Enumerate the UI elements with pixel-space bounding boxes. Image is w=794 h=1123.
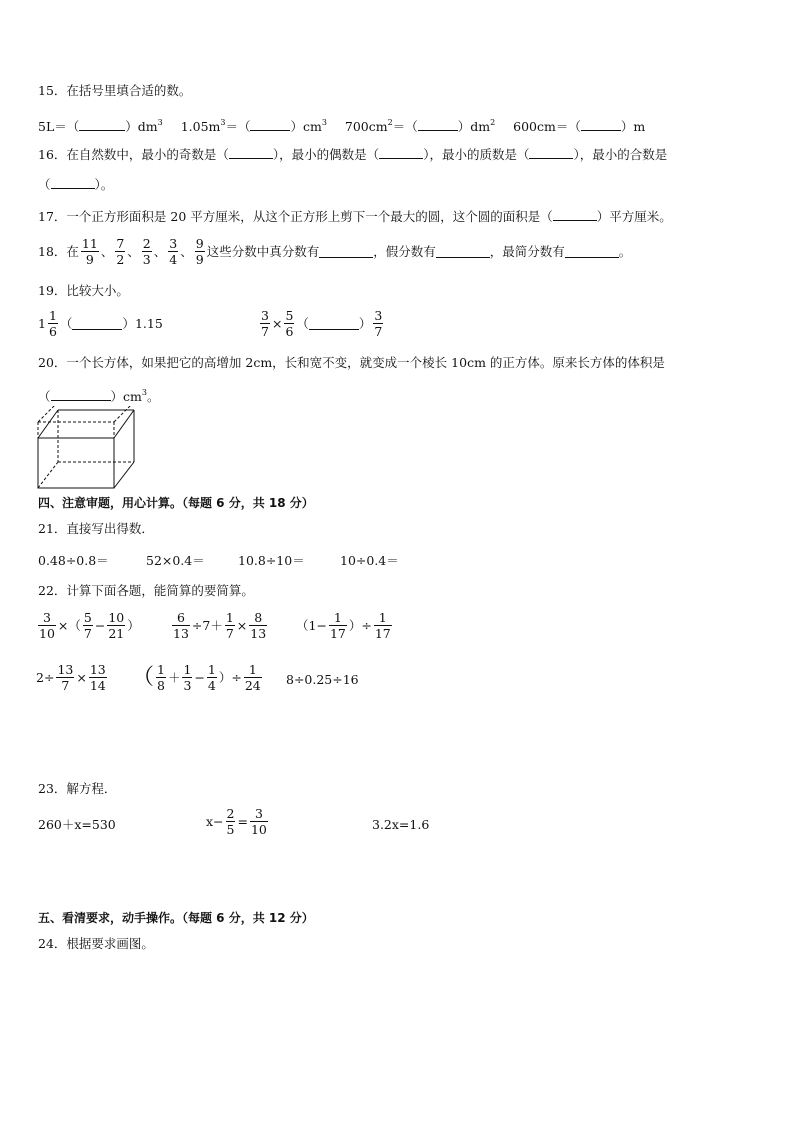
q18-f3-den: 3 [142, 252, 151, 267]
q22-expr-2 [170, 610, 269, 641]
q17-blank[interactable] [553, 208, 597, 221]
q18-f1-den: 9 [85, 252, 94, 267]
q22-e2-n2: 1 [225, 610, 234, 625]
q18-f2-den: 2 [116, 252, 125, 267]
q22-e5-n2: 1 [183, 662, 192, 677]
q19-title: 19．比较大小。 [38, 283, 129, 298]
q18-f5-num: 9 [195, 236, 204, 251]
q15-c-exp1: 2 [387, 118, 393, 127]
q15-d-left: 600cm＝（ [513, 119, 581, 134]
q15-title: 15．在括号里填合适的数。 [38, 83, 192, 98]
q15-b-mid: ＝（ [225, 119, 251, 134]
q16-line2-right: ）。 [94, 177, 114, 192]
q19-a-open: （ [59, 315, 73, 331]
q22-e2-n1: 6 [172, 610, 190, 626]
q21-item-2: 52×0.4＝ [146, 553, 205, 568]
q22-e1-op2: − [94, 617, 106, 633]
q21-item-4: 10÷0.4＝ [340, 553, 399, 568]
q22-e5-open: （ [132, 664, 155, 690]
q22-e2-op2: × [236, 617, 248, 633]
q18-f4-den: 4 [169, 252, 178, 267]
q22-e1-n2: 5 [83, 610, 92, 625]
q17-right: ）平方厘米。 [596, 209, 672, 224]
q19-a-den: 6 [48, 324, 57, 339]
q23-eq2-d1: 5 [226, 822, 235, 837]
q18-end: 。 [618, 243, 632, 259]
q22-e4-d1: 7 [61, 678, 70, 693]
q20-line2 [38, 384, 159, 406]
q23-eq2-f2 [250, 806, 268, 837]
q22-e2-f2 [225, 610, 235, 641]
q22-e3-n1: 1 [329, 610, 347, 626]
q22-e2-f3 [249, 610, 267, 641]
q19-b-blank[interactable] [309, 317, 359, 330]
q19-b-den1: 7 [261, 324, 269, 339]
q15-b-exp2: 3 [321, 118, 327, 127]
q22-expr-3 [296, 610, 394, 641]
q22-e2-n3: 8 [249, 610, 267, 626]
q16-blank-2[interactable] [379, 146, 423, 159]
q22-e1-d3: 21 [108, 626, 125, 641]
q18-fraction-1 [81, 236, 99, 267]
q24-title: 24．根据要求画图。 [38, 936, 154, 951]
q22-expr-5 [132, 662, 264, 693]
q15-b-blank[interactable] [250, 118, 290, 131]
q22-e5-op1: ＋ [167, 669, 181, 685]
q23-eq2-f1 [226, 806, 236, 837]
q15-c-mid: ＝（ [392, 119, 418, 134]
q15-b-right: ）cm [290, 119, 322, 134]
q22-e1-n1: 3 [38, 610, 56, 626]
q22-e5-f4 [244, 662, 262, 693]
q18-fraction-5 [195, 236, 205, 267]
q16-blank-1[interactable] [229, 146, 273, 159]
q23-eq2-eq: = [237, 813, 248, 829]
q22-e4-lead: 2÷ [36, 669, 55, 685]
q22-e3-f2 [374, 610, 392, 641]
q18-f5-den: 9 [195, 252, 204, 267]
q21-title: 21．直接写出得数． [38, 521, 154, 536]
q20-line2-left: （ [38, 389, 51, 404]
q22-e3-f1 [329, 610, 347, 641]
q21-item-1: 0.48÷0.8＝ [38, 553, 109, 568]
q23-eq-2 [206, 806, 270, 837]
q15-b-left: 1.05m [180, 119, 221, 134]
q19-b-fraction-1 [260, 308, 270, 339]
q23-eq-3: 3.2x=1.6 [372, 817, 430, 832]
q19-a-whole: 1 [38, 315, 46, 331]
q19-b-num2: 5 [285, 308, 294, 323]
q18-fraction-4 [168, 236, 178, 267]
section4-title: 四、注意审题，用心计算。（每题 6 分，共 18 分） [38, 496, 314, 510]
q19-b-open: （ [296, 315, 309, 331]
q23-title: 23．解方程． [38, 781, 117, 796]
q20-line2-right: ）cm [110, 389, 142, 404]
q20-end: 。 [146, 389, 160, 404]
q19-b-close: ） [358, 315, 372, 331]
q19-a-close: ） [122, 315, 135, 331]
q16-text-2: ），最小的偶数是（ [272, 147, 380, 162]
q18-lead: 18．在 [38, 243, 79, 259]
q18-fraction-3 [142, 236, 152, 267]
q18-blank-3[interactable] [565, 245, 619, 258]
q18-f2-num: 7 [116, 236, 125, 251]
q16-line2-left: （ [38, 177, 51, 192]
q15-d-right: ）m [620, 119, 646, 134]
q22-e2-d1: 13 [173, 626, 189, 641]
q18 [38, 236, 631, 267]
q16-line2 [38, 176, 113, 194]
q22-e1-d1: 10 [39, 626, 55, 641]
q22-e5-d3: 4 [207, 678, 216, 693]
cuboid-front-face [38, 438, 114, 488]
q19-b-fraction-3 [373, 308, 383, 339]
q19-b-num3: 3 [374, 308, 383, 323]
q18-sep: 、 [153, 243, 167, 259]
q16-blank-3[interactable] [529, 146, 573, 159]
q19-a-right: 1.15 [134, 315, 163, 331]
q18-sep: 、 [127, 243, 140, 259]
q22-e1-n3: 10 [108, 610, 125, 625]
q15-a-right: ）dm [125, 119, 158, 134]
q23-eq2-d2: 10 [250, 822, 267, 837]
q15-d-blank[interactable] [581, 118, 621, 131]
q22-e5-f3 [207, 662, 217, 693]
q22-e3-n2: 1 [374, 610, 392, 626]
q22-e1-f3 [107, 610, 125, 641]
q15-c-left: 700cm [344, 119, 388, 134]
q22-e1-f1 [38, 610, 56, 641]
q18-sep: 、 [180, 243, 193, 259]
q22-e2-op1: ÷7＋ [191, 617, 223, 633]
q21-item-3: 10.8÷10＝ [238, 553, 305, 568]
q22-e3-d1: 17 [329, 626, 346, 641]
q22-e4-n2: 13 [89, 662, 106, 677]
q19-b-num1: 3 [261, 308, 269, 323]
q16-blank-4[interactable] [51, 176, 95, 189]
q22-e5-f1 [156, 662, 166, 693]
q23-eq2-n1: 2 [226, 806, 235, 821]
q15-a-exp: 3 [157, 118, 163, 127]
q15-b-exp1: 3 [220, 118, 226, 127]
q19-b [258, 308, 385, 339]
q22-e4-op: × [76, 669, 87, 685]
q22-e3-mid: ）÷ [348, 617, 372, 633]
q16-text-1: 16．在自然数中，最小的奇数是（ [38, 147, 229, 162]
q15-c-exp2: 2 [490, 118, 496, 127]
q19-a [38, 308, 163, 339]
q23-eq2-lead: x− [206, 813, 224, 829]
q20-line1: 20．一个长方体，如果把它的高增加 2cm，长和宽不变，就变成一个棱长 10cm 的正方体。原来长方体的体积是 [38, 355, 665, 370]
q22-e1-op1: ×（ [57, 617, 81, 633]
q18-blank-2[interactable] [436, 245, 490, 258]
q22-e4-d2: 14 [89, 678, 106, 693]
q22-expr-1 [36, 610, 140, 641]
q15-answers [38, 114, 645, 136]
q22-e4-f2 [89, 662, 107, 693]
q15-c-right: ）dm [457, 119, 491, 134]
q18-blank-1[interactable] [319, 245, 373, 258]
q23-eq2-n2: 3 [250, 806, 268, 822]
q22-expr-4 [36, 662, 109, 693]
q19-b-op: × [271, 315, 283, 331]
q22-e5-n1: 1 [157, 662, 165, 677]
q16-text-3: ），最小的质数是（ [423, 147, 530, 162]
q17 [38, 208, 672, 226]
q18-f3-num: 2 [142, 236, 151, 251]
q15-c-blank[interactable] [418, 118, 458, 131]
q17-left: 17．一个正方形面积是 20 平方厘米，从这个正方形上剪下一个最大的圆，这个圆的面积是（ [38, 209, 553, 224]
q22-e5-d4: 24 [244, 678, 261, 693]
q22-e5-n3: 1 [207, 662, 216, 677]
q22-e2-d3: 13 [250, 626, 267, 641]
q22-e1-f2 [83, 610, 93, 641]
q22-e1-close: ） [127, 617, 140, 633]
q16-line1 [38, 146, 667, 164]
q22-e2-f1 [172, 610, 190, 641]
section5-title: 五、看清要求，动手操作。（每题 6 分，共 12 分） [38, 911, 314, 925]
q19-a-num: 1 [48, 308, 57, 323]
q23-eq-1: 260＋x=530 [38, 817, 116, 832]
q15-a-blank[interactable] [79, 118, 125, 131]
q22-e5-close: ）÷ [218, 669, 242, 685]
q22-title: 22．计算下面各题，能简算的要简算。 [38, 583, 254, 598]
q22-e3-open: （1− [296, 617, 327, 633]
q22-e5-f2 [182, 662, 192, 693]
q18-text-3: ，最简分数有 [489, 243, 565, 259]
q19-b-den3: 7 [374, 324, 383, 339]
q18-text-1: 这些分数中真分数有 [206, 243, 320, 259]
q15-a-left: 5L＝（ [38, 119, 80, 134]
q22-e4-f1 [56, 662, 74, 693]
q22-e4-n1: 13 [57, 662, 74, 677]
q18-sep: 、 [100, 243, 114, 259]
q22-e3-d2: 17 [374, 626, 391, 641]
q18-f1-num: 11 [81, 236, 98, 251]
q22-e5-d2: 3 [183, 678, 192, 693]
q22-e2-d2: 7 [225, 626, 234, 641]
cuboid-figure [34, 406, 140, 492]
q22-e1-d2: 7 [83, 626, 92, 641]
q19-a-fraction [48, 308, 58, 339]
q18-text-2: ，假分数有 [373, 243, 436, 259]
q20-exp: 3 [141, 388, 147, 397]
q22-e5-n4: 1 [244, 662, 262, 678]
q19-b-den2: 6 [285, 324, 294, 339]
q22-e5-d1: 8 [157, 678, 165, 693]
q20-blank[interactable] [51, 388, 111, 401]
q19-b-fraction-2 [284, 308, 294, 339]
q18-fraction-2 [115, 236, 125, 267]
q19-a-blank[interactable] [72, 317, 122, 330]
q16-text-4: ），最小的合数是 [573, 147, 668, 162]
q22-expr-6: 8÷0.25÷16 [286, 672, 359, 687]
q22-e5-op2: − [194, 669, 205, 685]
q18-f4-num: 3 [169, 236, 178, 251]
